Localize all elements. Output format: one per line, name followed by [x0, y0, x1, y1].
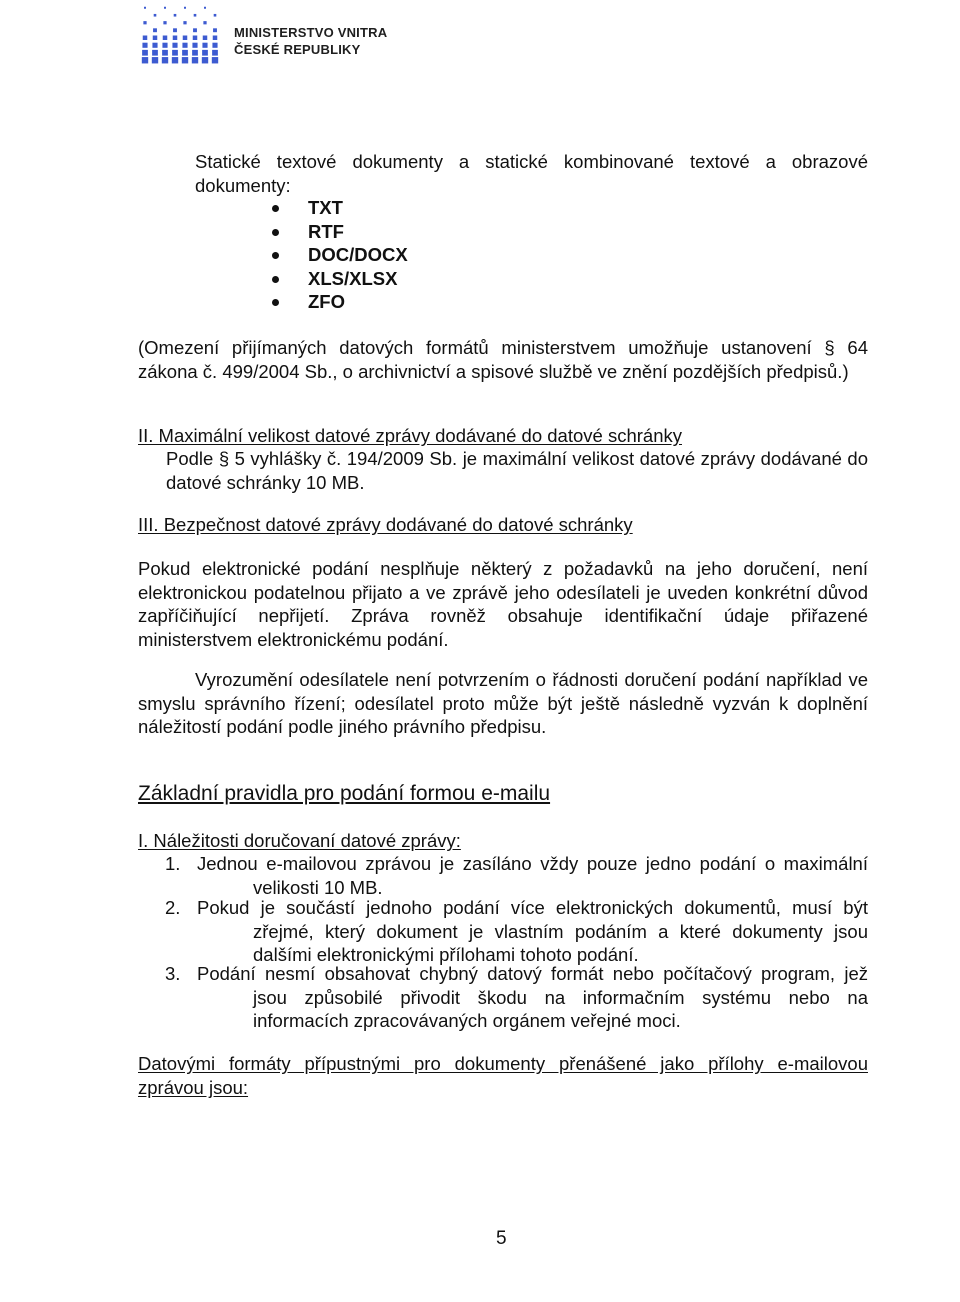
logo-dot	[152, 43, 157, 48]
logo-dot	[203, 21, 206, 24]
logo-dot	[193, 28, 197, 32]
logo-dot	[153, 28, 157, 32]
list-item	[165, 962, 868, 1033]
logo-dot	[162, 57, 168, 63]
logo-dot	[142, 50, 148, 56]
logo-dot	[173, 36, 178, 41]
logo-dot	[212, 50, 218, 56]
logo-dot	[192, 57, 198, 63]
list-item-continuation: velikosti 10 MB.	[253, 876, 383, 898]
list-item-number: 3.	[165, 963, 181, 984]
ministry-logo-icon	[136, 2, 232, 64]
logo-dot	[172, 50, 178, 56]
section-2-text: Podle § 5 vyhlášky č. 194/2009 Sb. je maximální velikost datové zprávy dodávané do datové schránky 10 MB.	[166, 448, 868, 493]
logo-dot	[182, 57, 188, 63]
logo-dot	[202, 50, 208, 56]
logo-dot	[144, 7, 146, 9]
logo-dot	[143, 21, 146, 24]
logo-line-1: MINISTERSTVO VNITRA	[234, 25, 388, 40]
list-item	[165, 896, 868, 967]
logo-dot	[204, 7, 206, 9]
list-item	[165, 852, 868, 899]
logo-dot	[173, 28, 177, 32]
logo-dot	[212, 43, 217, 48]
logo-dot	[163, 36, 168, 41]
logo-dot	[183, 21, 186, 24]
logo-line-2: ČESKÉ REPUBLIKY	[234, 42, 361, 57]
section-3-paragraph-1: Pokud elektronické podání nesplňuje některý z požadavků na jeho doručení, není elektronickou podatelnou přijato a ve zprávě jeho odesílateli je uveden konkrétní důvod zapříčiňující nepřijetí. Zpráva rovněž obsahuje identifikační údaje přiřazené ministerstvem elektronickému podání.	[138, 558, 868, 650]
logo-dot	[193, 36, 198, 41]
logo-dot	[172, 57, 178, 63]
logo-dot	[153, 36, 158, 41]
logo-dot	[163, 21, 166, 24]
logo-dot	[202, 57, 208, 63]
list-item-first-line: Jednou e-mailovou zprávou je zasíláno vždy pouze jedno podání o maximální	[197, 853, 868, 874]
logo-text	[234, 24, 387, 58]
logo-dot	[194, 14, 197, 17]
logo-dot	[182, 43, 187, 48]
email-formats-heading: Datovými formáty přípustnými pro dokumenty přenášené jako přílohy e-mailovou zprávou jsou:	[138, 1053, 868, 1098]
intro-note: (Omezení přijímaných datových formátů ministerstvem umožňuje ustanovení § 64 zákona č. 499/2004 Sb., o archivnictví a spisové službě ve znění pozdějších předpisů.)	[138, 337, 868, 382]
list-item-first-line: Podání nesmí obsahovat chybný datový formát nebo počítačový program, jež	[197, 963, 868, 984]
format-item: XLS/XLSX	[268, 267, 408, 291]
format-list	[268, 196, 408, 314]
logo-dot	[152, 57, 158, 63]
logo-dot	[172, 43, 177, 48]
logo-dot	[162, 43, 167, 48]
logo-dot	[162, 50, 168, 56]
list-item-number: 1.	[165, 853, 181, 874]
format-item: RTF	[268, 220, 408, 244]
logo-dot	[213, 28, 217, 32]
logo-dot	[154, 14, 157, 17]
logo-dot	[174, 14, 177, 17]
logo-dot	[164, 7, 166, 9]
logo-dot	[192, 43, 197, 48]
logo-dot	[152, 50, 158, 56]
section-3-paragraph-2: Vyrozumění odesílatele není potvrzením o řádnosti doručení podání například ve smyslu správního řízení; odesílatel proto může být ještě následně vyzván k doplnění náležitostí podání podle jiného právního předpisu.	[138, 669, 868, 737]
logo-dot	[142, 57, 148, 63]
logo-dot	[214, 14, 217, 17]
page-number: 5	[496, 1228, 507, 1249]
logo-dot	[192, 50, 198, 56]
email-sub-heading: I. Náležitosti doručovaní datové zprávy:	[138, 830, 461, 851]
format-item: TXT	[268, 196, 408, 220]
list-item-number: 2.	[165, 897, 181, 918]
logo-dot	[182, 50, 188, 56]
format-item: ZFO	[268, 290, 408, 314]
logo-dot	[184, 7, 186, 9]
logo-dot	[203, 36, 208, 41]
section-2-heading: II. Maximální velikost datové zprávy dodávané do datové schránky	[138, 425, 682, 446]
logo-dot	[213, 36, 218, 41]
email-rules-title: Základní pravidla pro podání formou e-mailu	[138, 782, 551, 805]
format-item: DOC/DOCX	[268, 243, 408, 267]
intro-text: Statické textové dokumenty a statické kombinované textové a obrazové dokumenty:	[195, 151, 868, 196]
list-item-continuation: zřejmé, který dokument je vlastním podáním a které dokumenty jsou dalšími elektronickými přílohami tohoto podání.	[253, 920, 868, 965]
list-item-continuation: jsou způsobilé přivodit škodu na informačním systému nebo na informacích zpracovávaných orgánem veřejné moci.	[253, 986, 868, 1031]
logo-dot	[142, 43, 147, 48]
section-3-heading: III. Bezpečnost datové zprávy dodávané do datové schránky	[138, 514, 633, 535]
logo-dot	[143, 36, 148, 41]
list-item-first-line: Pokud je součástí jednoho podání více elektronických dokumentů, musí být	[197, 897, 868, 918]
logo-dot	[212, 57, 218, 63]
logo-dot	[183, 36, 188, 41]
logo-dot	[202, 43, 207, 48]
